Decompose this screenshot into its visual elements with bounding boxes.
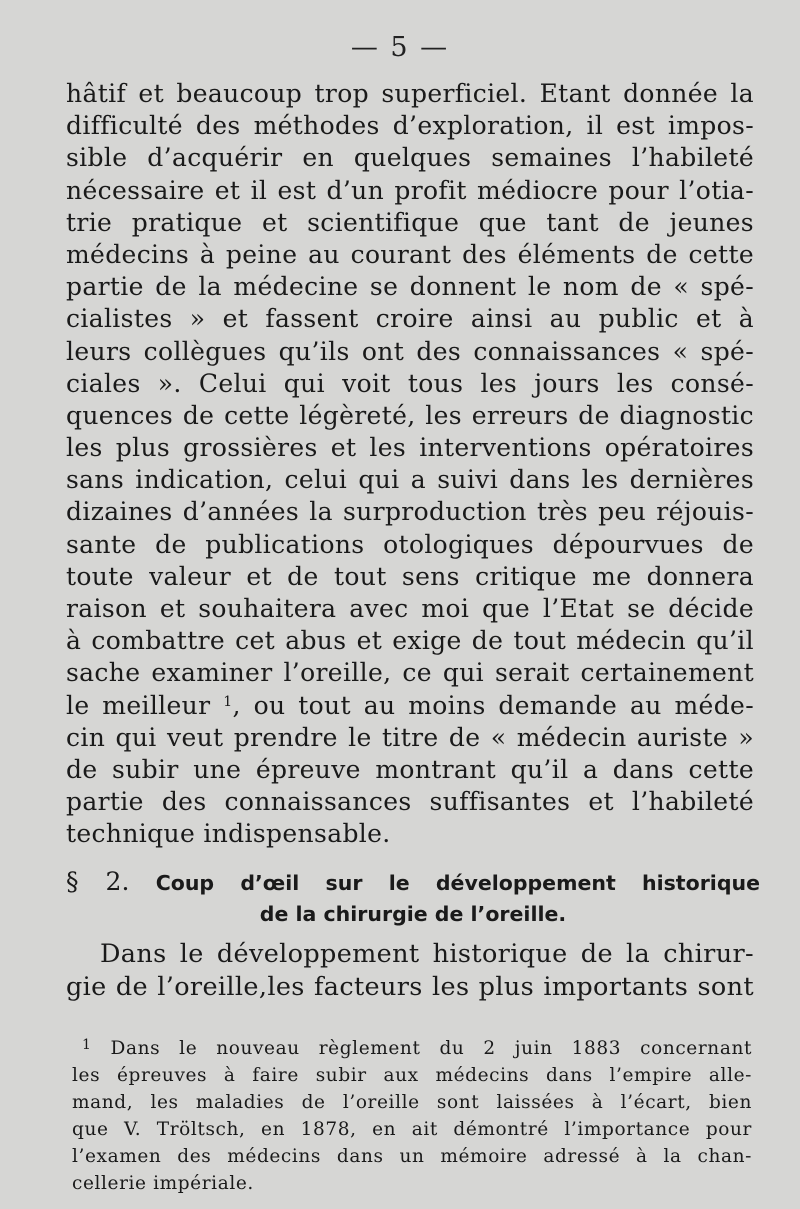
footnote [72, 1035, 752, 1197]
text-line: leurs collègues qu’ils ont des connaissances « spé- [66, 336, 754, 366]
text-line: raison et souhaitera avec moi que l’Etat se décide [66, 594, 754, 623]
footnote-mark: 1 [82, 1037, 92, 1053]
section-title-part: de la chirurgie de l’oreille. [259, 902, 567, 926]
text-line: technique indispensable. [66, 819, 391, 849]
text-line: sache examiner l’oreille, ce qui serait certainement [66, 658, 754, 688]
section-heading-line [66, 865, 760, 898]
second-paragraph [66, 938, 754, 1004]
page-number: — 5 — [350, 32, 450, 63]
footnote-line: les épreuves à faire subir aux médecins dans l’empire alle- [72, 1065, 752, 1086]
text-line: dizaines d’années la surproduction très peu réjouis- [66, 497, 754, 527]
text-line: de subir une épreuve montrant qu’il a dans cette [66, 754, 754, 784]
text-line: à combattre cet abus et exige de tout médecin qu’il [66, 626, 754, 656]
text-segment: le meilleur [66, 690, 224, 720]
text-line: sante de publications otologiques dépourvues de [66, 529, 754, 559]
text-line: médecins à peine au courant des éléments de cette [66, 239, 754, 269]
footnote-line: que V. Tröltsch, en 1878, en ait démontré l’importance pour [72, 1119, 752, 1140]
text-line: nécessaire et il est d’un profit médiocre pour l’otia- [66, 175, 754, 205]
footnote-reference: 1 [223, 693, 233, 710]
footnote-line: mand, les maladies de l’oreille sont laissées à l’écart, bien [72, 1092, 752, 1113]
text-line: sans indication, celui qui a suivi dans les dernières [66, 465, 754, 495]
text-line: ciales ». Celui qui voit tous les jours les consé- [66, 368, 754, 398]
text-line: toute valeur et de tout sens critique me donnera [66, 561, 754, 591]
footnote-line [72, 1035, 752, 1062]
text-line: difficulté des méthodes d’exploration, il est impos- [66, 111, 754, 141]
text-line: hâtif et beaucoup trop superficiel. Etant donnée la [66, 79, 754, 108]
text-line: partie de la médecine se donnent le nom de « spé- [66, 272, 754, 302]
footnote-line: cellerie impériale. [72, 1173, 254, 1194]
footnote-text: Dans le nouveau règlement du 2 juin 1883 concernant [110, 1038, 752, 1059]
text-line: Dans le développement historique de la chirur- [100, 939, 754, 969]
text-segment: , ou tout au moins demande au méde- [232, 690, 754, 720]
text-line: cin qui veut prendre le titre de « médecin auriste » [66, 722, 754, 752]
text-line: trie pratique et scientifique que tant de jeunes [66, 207, 754, 237]
footnote-line: l’examen des médecins dans un mémoire adressé à la chan- [72, 1146, 752, 1167]
main-paragraph [66, 78, 754, 851]
text-line: quences de cette légèreté, les erreurs de diagnostic [66, 400, 754, 430]
text-line: gie de l’oreille,les facteurs les plus importants sont [66, 972, 754, 1002]
text-line: partie des connaissances suffisantes et l’habileté [66, 787, 754, 817]
section-title-part: Coup d’œil sur le développement historique [155, 871, 761, 895]
text-line: cialistes » et fassent croire ainsi au public et à [66, 304, 754, 334]
text-line: sible d’acquérir en quelques semaines l’habileté [66, 143, 754, 173]
text-line-with-footnote-ref [66, 690, 754, 722]
section-heading [66, 865, 760, 931]
section-number: § 2. [66, 867, 130, 896]
text-line: les plus grossières et les interventions opératoires [66, 433, 754, 463]
